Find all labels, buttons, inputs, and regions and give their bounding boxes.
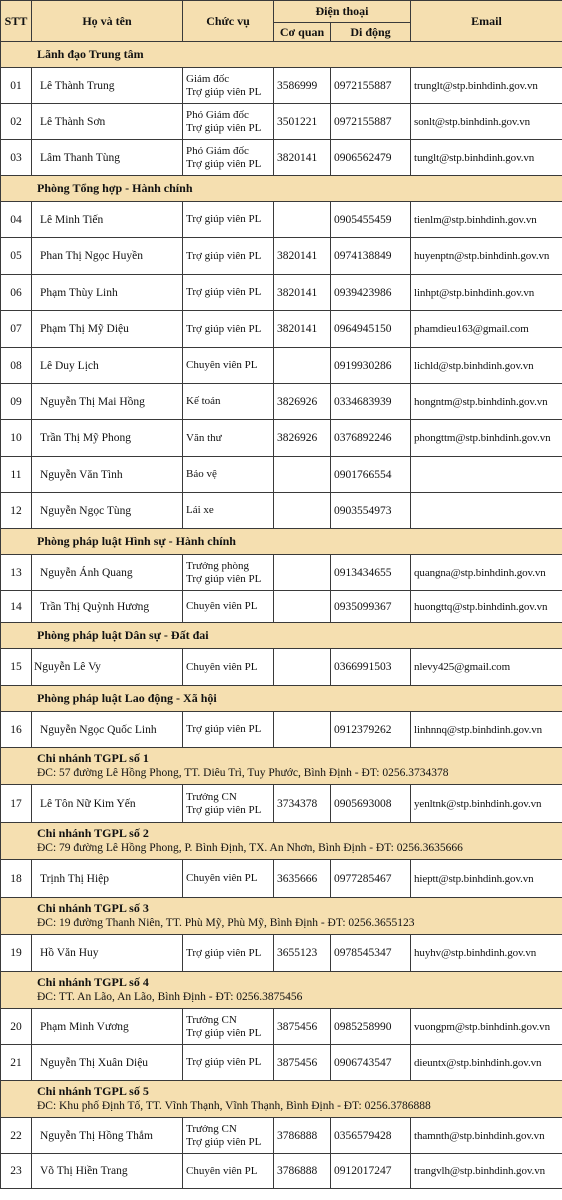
row-email: huongttq@stp.binhdinh.gov.vn [411,591,562,623]
row-email: phongttm@stp.binhdinh.gov.vn [411,420,562,457]
row-email [411,493,562,529]
row-name: Hồ Văn Huy [32,935,183,972]
table-header [1,1,562,42]
row-stt: 11 [1,457,32,493]
row-mobile-phone: 0919930286 [331,348,411,384]
table-row [1,493,562,529]
row-role: Chuyên viên PL [183,348,274,384]
row-email: trangvlh@stp.binhdinh.gov.vn [411,1154,562,1189]
row-stt: 02 [1,104,32,140]
row-stt: 04 [1,202,32,238]
row-role: Chuyên viên PL [183,860,274,898]
section-title: Phòng pháp luật Hình sự - Hành chính [1,529,562,555]
section-title: Phòng Tổng hợp - Hành chính [1,176,562,202]
row-mobile-phone: 0905455459 [331,202,411,238]
table-row [1,785,562,823]
role-line-1: Trưởng CN [186,1013,237,1026]
header-name: Họ và tên [32,1,183,42]
row-email: lichld@stp.binhdinh.gov.vn [411,348,562,384]
row-role: Bảo vệ [183,457,274,493]
row-mobile-phone: 0334683939 [331,384,411,420]
row-email: hongntm@stp.binhdinh.gov.vn [411,384,562,420]
table-row [1,860,562,898]
table-row [1,202,562,238]
row-role [183,140,274,176]
branch-address: ĐC: TT. An Lão, An Lão, Bình Định - ĐT: 0256.3875456 [37,991,303,1003]
row-name: Nguyễn Thị Mai Hồng [32,384,183,420]
role-line-2: Trợ giúp viên PL [186,1135,262,1148]
row-role: Kế toán [183,384,274,420]
row-email: linhpt@stp.binhdinh.gov.vn [411,275,562,311]
row-email: nlevy425@gmail.com [411,649,562,686]
row-mobile-phone: 0964945150 [331,311,411,348]
row-mobile-phone: 0978545347 [331,935,411,972]
branch-header [1,972,562,1009]
role-line-2: Trợ giúp viên PL [186,803,262,816]
row-office-phone [274,712,331,748]
row-name: Trần Thị Mỹ Phong [32,420,183,457]
table-row [1,104,562,140]
role-line-2: Trợ giúp viên PL [186,121,262,134]
row-stt: 07 [1,311,32,348]
table-row [1,591,562,623]
row-stt: 18 [1,860,32,898]
row-name: Nguyễn Ngọc Quốc Linh [32,712,183,748]
section-title: Lãnh đạo Trung tâm [1,42,562,68]
role-line-2: Trợ giúp viên PL [186,1026,262,1039]
row-mobile-phone: 0366991503 [331,649,411,686]
role-line-1: Phó Giám đốc [186,144,249,157]
header-stt: STT [1,1,32,42]
row-name: Phạm Thị Mỹ Diệu [32,311,183,348]
table-row [1,1009,562,1045]
row-stt: 15 [1,649,32,686]
row-stt: 23 [1,1154,32,1189]
row-email: hieptt@stp.binhdinh.gov.vn [411,860,562,898]
branch-title: Chi nhánh TGPL số 3 [37,901,149,915]
row-mobile-phone: 0376892246 [331,420,411,457]
branch-title: Chi nhánh TGPL số 4 [37,975,149,989]
row-stt: 16 [1,712,32,748]
row-name: Nguyễn Ánh Quang [32,555,183,591]
table-row [1,712,562,748]
header-mobile-phone: Di động [331,23,411,42]
row-stt: 20 [1,1009,32,1045]
row-office-phone: 3826926 [274,384,331,420]
row-email [411,457,562,493]
row-email: linhnnq@stp.binhdinh.gov.vn [411,712,562,748]
row-office-phone: 3875456 [274,1045,331,1081]
row-office-phone: 3875456 [274,1009,331,1045]
row-name: Nguyễn Ngọc Tùng [32,493,183,529]
row-name: Nguyễn Văn Tình [32,457,183,493]
row-office-phone: 3635666 [274,860,331,898]
role-line-1: Giám đốc [186,72,230,85]
row-stt: 12 [1,493,32,529]
row-office-phone [274,591,331,623]
row-email: tienlm@stp.binhdinh.gov.vn [411,202,562,238]
row-stt: 09 [1,384,32,420]
branch-header [1,1081,562,1118]
section-header [1,623,562,649]
table-row [1,348,562,384]
row-mobile-phone: 0974138849 [331,238,411,275]
branch-title: Chi nhánh TGPL số 2 [37,826,149,840]
branch-address: ĐC: 57 đường Lê Hồng Phong, TT. Diêu Trì, Tuy Phước, Bình Định - ĐT: 0256.3734378 [37,767,449,779]
table-row [1,311,562,348]
branch-title: Chi nhánh TGPL số 5 [37,1084,149,1098]
section-title: Phòng pháp luật Lao động - Xã hội [1,686,562,712]
row-office-phone: 3820141 [274,275,331,311]
row-office-phone [274,457,331,493]
row-email: sonlt@stp.binhdinh.gov.vn [411,104,562,140]
section-header [1,686,562,712]
row-email: dieuntx@stp.binhdinh.gov.vn [411,1045,562,1081]
row-name: Lê Thành Sơn [32,104,183,140]
section-header [1,42,562,68]
table-body [1,42,562,1189]
table-row [1,68,562,104]
row-name: Nguyễn Lê Vy [32,649,183,686]
row-role [183,104,274,140]
row-role: Trợ giúp viên PL [183,935,274,972]
row-stt: 10 [1,420,32,457]
row-mobile-phone: 0906743547 [331,1045,411,1081]
section-title: Phòng pháp luật Dân sự - Đất đai [1,623,562,649]
row-name: Nguyễn Thị Xuân Diệu [32,1045,183,1081]
header-phone: Điện thoại [274,1,411,23]
role-line-1: Trưởng CN [186,790,237,803]
row-role [183,1118,274,1154]
row-name: Lê Thành Trung [32,68,183,104]
row-office-phone: 3820141 [274,238,331,275]
row-office-phone: 3586999 [274,68,331,104]
row-name: Lê Duy Lịch [32,348,183,384]
row-stt: 01 [1,68,32,104]
row-office-phone: 3501221 [274,104,331,140]
branch-header [1,748,562,785]
row-role [183,785,274,823]
row-mobile-phone: 0356579428 [331,1118,411,1154]
row-role: Chuyên viên PL [183,649,274,686]
row-email: vuongpm@stp.binhdinh.gov.vn [411,1009,562,1045]
row-office-phone: 3655123 [274,935,331,972]
row-office-phone [274,202,331,238]
header-role: Chức vụ [183,1,274,42]
row-office-phone [274,348,331,384]
row-name: Lê Tôn Nữ Kim Yến [32,785,183,823]
row-stt: 21 [1,1045,32,1081]
row-stt: 19 [1,935,32,972]
table-row [1,1045,562,1081]
role-line-1: Trưởng phòng [186,559,250,572]
row-mobile-phone: 0939423986 [331,275,411,311]
row-role: Trợ giúp viên PL [183,202,274,238]
branch-address: ĐC: 19 đường Thanh Niên, TT. Phù Mỹ, Phù Mỹ, Bình Định - ĐT: 0256.3655123 [37,917,415,929]
row-email: huyenptn@stp.binhdinh.gov.vn [411,238,562,275]
branch-title: Chi nhánh TGPL số 1 [37,751,149,765]
row-mobile-phone: 0901766554 [331,457,411,493]
row-office-phone: 3826926 [274,420,331,457]
row-name: Nguyễn Thị Hồng Thắm [32,1118,183,1154]
branch-address: ĐC: 79 đường Lê Hồng Phong, P. Bình Định, TX. An Nhơn, Bình Định - ĐT: 0256.3635666 [37,842,463,854]
header-office-phone: Cơ quan [274,23,331,42]
role-line-2: Trợ giúp viên PL [186,157,262,170]
row-name: Lâm Thanh Tùng [32,140,183,176]
branch-header [1,898,562,935]
row-mobile-phone: 0912017247 [331,1154,411,1189]
table-row [1,238,562,275]
row-name: Phạm Thùy Linh [32,275,183,311]
row-name: Phạm Minh Vương [32,1009,183,1045]
row-office-phone: 3820141 [274,311,331,348]
row-stt: 13 [1,555,32,591]
section-header [1,176,562,202]
section-header [1,529,562,555]
role-line-2: Trợ giúp viên PL [186,85,262,98]
row-stt: 06 [1,275,32,311]
row-email: phamdieu163@gmail.com [411,311,562,348]
row-role: Chuyên viên PL [183,1154,274,1189]
row-role: Trợ giúp viên PL [183,275,274,311]
row-office-phone [274,493,331,529]
table-row [1,275,562,311]
row-office-phone: 3786888 [274,1118,331,1154]
row-name: Phan Thị Ngọc Huyền [32,238,183,275]
row-name: Trịnh Thị Hiệp [32,860,183,898]
row-role: Trợ giúp viên PL [183,311,274,348]
row-office-phone: 3820141 [274,140,331,176]
row-mobile-phone: 0903554973 [331,493,411,529]
row-name: Trần Thị Quỳnh Hương [32,591,183,623]
row-stt: 14 [1,591,32,623]
row-mobile-phone: 0913434655 [331,555,411,591]
row-email: thamnth@stp.binhdinh.gov.vn [411,1118,562,1154]
role-line-1: Phó Giám đốc [186,108,249,121]
row-role [183,68,274,104]
row-role: Văn thư [183,420,274,457]
row-role: Trợ giúp viên PL [183,1045,274,1081]
table-row [1,1118,562,1154]
row-stt: 03 [1,140,32,176]
row-role [183,1009,274,1045]
row-role: Trợ giúp viên PL [183,238,274,275]
branch-header [1,823,562,860]
row-role: Trợ giúp viên PL [183,712,274,748]
table-row [1,420,562,457]
role-line-2: Trợ giúp viên PL [186,572,262,585]
row-mobile-phone: 0985258990 [331,1009,411,1045]
row-email: quangna@stp.binhdinh.gov.vn [411,555,562,591]
row-stt: 22 [1,1118,32,1154]
table-row [1,555,562,591]
row-email: trunglt@stp.binhdinh.gov.vn [411,68,562,104]
row-email: yenltnk@stp.binhdinh.gov.vn [411,785,562,823]
row-role: Lái xe [183,493,274,529]
table-row [1,1154,562,1189]
row-mobile-phone: 0935099367 [331,591,411,623]
row-mobile-phone: 0972155887 [331,68,411,104]
row-mobile-phone: 0977285467 [331,860,411,898]
row-name: Võ Thị Hiền Trang [32,1154,183,1189]
table-row [1,935,562,972]
row-mobile-phone: 0912379262 [331,712,411,748]
row-role: Chuyên viên PL [183,591,274,623]
row-office-phone: 3786888 [274,1154,331,1189]
row-mobile-phone: 0906562479 [331,140,411,176]
table-row [1,649,562,686]
row-stt: 08 [1,348,32,384]
row-mobile-phone: 0972155887 [331,104,411,140]
row-stt: 05 [1,238,32,275]
row-name: Lê Minh Tiến [32,202,183,238]
row-mobile-phone: 0905693008 [331,785,411,823]
row-role [183,555,274,591]
table-row [1,457,562,493]
row-office-phone: 3734378 [274,785,331,823]
row-office-phone [274,649,331,686]
header-email: Email [411,1,562,42]
row-stt: 17 [1,785,32,823]
table-row [1,384,562,420]
table-row [1,140,562,176]
branch-address: ĐC: Khu phố Định Tố, TT. Vĩnh Thạnh, Vĩnh Thạnh, Bình Định - ĐT: 0256.3786888 [37,1100,431,1112]
role-line-1: Trưởng CN [186,1122,237,1135]
row-email: tunglt@stp.binhdinh.gov.vn [411,140,562,176]
row-office-phone [274,555,331,591]
row-email: huyhv@stp.binhdinh.gov.vn [411,935,562,972]
